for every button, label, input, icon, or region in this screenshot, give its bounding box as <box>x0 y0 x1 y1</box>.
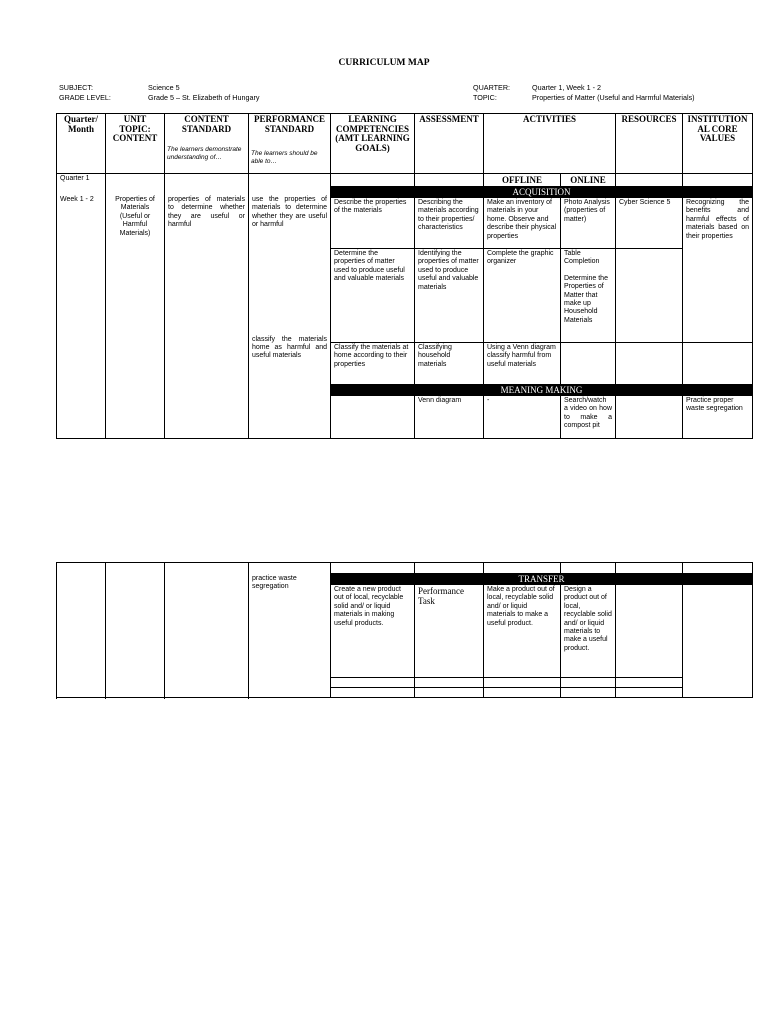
offline-activity-5: Make a product out of local, recyclable solid and/ or liquid materials to make a useful product. <box>484 585 561 678</box>
quarter-text: Quarter 1 <box>60 175 90 182</box>
document-title: CURRICULUM MAP <box>338 58 430 68</box>
core-values-4: Practice proper waste segregation <box>683 396 753 439</box>
grade-level-value: Grade 5 – St. Elizabeth of Hungary <box>148 93 260 102</box>
learning-competency-1: Describe the properties of the materials <box>331 198 415 249</box>
performance-standard-cell <box>249 174 331 439</box>
subject-value: Science 5 <box>148 83 180 92</box>
assessment-5: Performance Task <box>415 585 484 678</box>
online-activity-5: Design a product out of local, recyclable solid and/ or liquid materials to make a useful product. <box>561 585 616 678</box>
subject-label: SUBJECT: <box>59 83 93 92</box>
header-row <box>57 114 753 174</box>
header-core-values: INSTITUTION AL CORE VALUES <box>683 114 753 174</box>
header-resources: RESOURCES <box>616 114 683 174</box>
transfer-band: TRANSFER <box>331 574 753 585</box>
online-activity-2b: Determine the Properties of Matter that make up Household Materials <box>564 274 608 324</box>
header-content-standard-note: The learners demonstrate understanding of… <box>167 146 242 161</box>
quarter-label: QUARTER: <box>473 83 511 92</box>
topic-value: Properties of Matter (Useful and Harmful Materials) <box>532 93 695 102</box>
offline-activity-3: Using a Venn diagram classify harmful from useful materials <box>484 343 561 385</box>
performance-standard-2: classify the materials home as harmful and useful materials <box>252 335 327 360</box>
header-learning-competencies: LEARNING COMPETENCIES (AMT LEARNING GOALS) <box>331 114 415 174</box>
quarter-value: Quarter 1, Week 1 - 2 <box>532 83 601 92</box>
curriculum-table <box>56 113 753 439</box>
offline-activity-2: Complete the graphic organizer <box>484 249 561 343</box>
online-activity-4: Search/watch a video on how to make a compost pit <box>561 396 616 439</box>
week-text: Week 1 - 2 <box>60 196 94 204</box>
header-content-standard <box>165 114 249 174</box>
performance-standard-1: use the properties of materials to determine whether they are useful or harmful <box>252 196 327 229</box>
header-performance-standard <box>249 114 331 174</box>
header-activities: ACTIVITIES <box>484 114 616 174</box>
performance-standard-3: practice waste segregation <box>249 563 331 698</box>
subheader-row <box>57 174 753 187</box>
learning-competency-3: Classify the materials at home according to their properties <box>331 343 415 385</box>
header-content-standard-label: CONTENT STANDARD <box>181 114 232 134</box>
offline-header: OFFLINE <box>484 174 561 187</box>
header-assessment: ASSESSMENT <box>415 114 484 174</box>
quarter-cell <box>57 174 106 439</box>
assessment-1: Describing the materials according to their properties/ characteristics <box>415 198 484 249</box>
online-header: ONLINE <box>561 174 616 187</box>
offline-activity-4: - <box>484 396 561 439</box>
offline-activity-1: Make an inventory of materials in your home. Observe and describe their physical properties <box>484 198 561 249</box>
online-activity-2 <box>561 249 616 343</box>
content-standard-cell: properties of materials to determine whether they are useful or harmful <box>165 174 249 439</box>
grade-level-label: GRADE LEVEL: <box>59 93 111 102</box>
online-activity-2a: Table Completion <box>564 250 600 266</box>
header-performance-standard-label: PERFORMANCE STANDARD <box>254 114 325 134</box>
header-performance-standard-note: The learners should be able to… <box>251 150 318 165</box>
header-unit-topic: UNIT TOPIC: CONTENT <box>106 114 165 174</box>
continuation-table <box>56 562 753 698</box>
acquisition-band: ACQUISITION <box>331 187 753 198</box>
unit-topic-cell: Properties of Materials (Useful or Harmful Materials) <box>106 174 165 439</box>
resources-1: Cyber Science 5 <box>616 198 683 249</box>
online-activity-1: Photo Analysis (properties of matter) <box>561 198 616 249</box>
learning-competency-2: Determine the properties of matter used to produce useful and valuable materials <box>331 249 415 343</box>
meaning-making-band: MEANING MAKING <box>331 385 753 396</box>
learning-competency-5: Create a new product out of local, recyclable solid and/ or liquid materials in making useful products. <box>331 585 415 678</box>
assessment-4: Venn diagram <box>415 396 484 439</box>
assessment-3: Classifying household materials <box>415 343 484 385</box>
core-values-1: Recognizing the benefits and harmful effects of materials based on their properties <box>683 198 753 343</box>
header-quarter: Quarter/ Month <box>57 114 106 174</box>
table-row <box>57 563 753 574</box>
assessment-2: Identifying the properties of matter used to produce useful and valuable materials <box>415 249 484 343</box>
topic-label: TOPIC: <box>473 93 497 102</box>
